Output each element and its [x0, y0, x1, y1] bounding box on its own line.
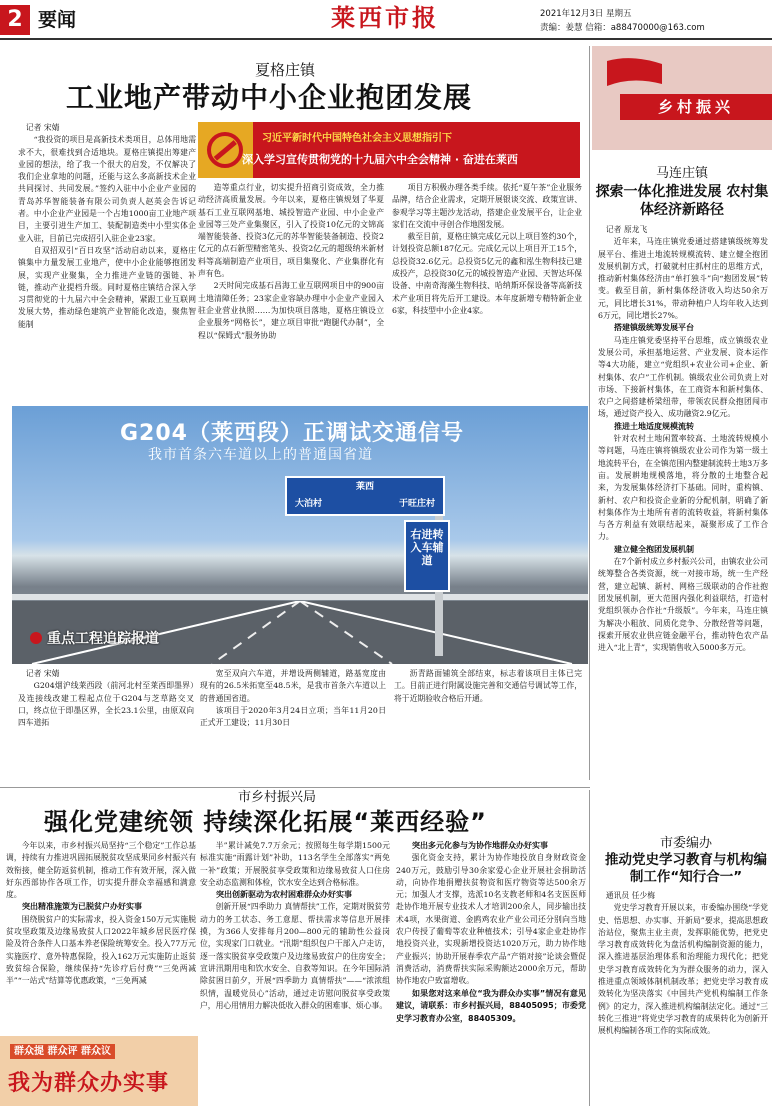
paragraph: 半”累计减免7.7万余元；按照每生每学期1500元标准实施“雨露计划”补助，113名学生全部落实“两免一补”政策；开展脱贫享受政策和边缘易致贫人口住房安全动态监测和体检，饮水安全达到合格标准。	[200, 841, 390, 887]
party-emblem-icon	[198, 122, 253, 178]
guard-rail	[12, 594, 588, 600]
photo-tag-label: 重点工程追踪报道	[47, 631, 159, 647]
party-headline: 推动党史学习教育与机构编制工作“知行合一”	[605, 852, 767, 885]
paragraph: 针对农村土地闲置率较高、土地流转规模小等问题，马连庄镇将镇级农业公司作为第一级土地流转平台，在全镇范围内整建制流转土地3万多亩。发展耕地规模落地，将分散的土地整合起来，为发展集体经济打下基础。同时，重构镇、新村、农户和投资企业新的分配机制，明确了新村集体作为土地所有者的流转收益，将新村集体与各方利益有效联结起来，凝聚形成了工作合力。	[598, 434, 768, 542]
subheading: 搭建镇级统筹发展平台	[614, 323, 694, 333]
rural-revival-banner	[592, 46, 772, 150]
rural-headline: 探索一体化推进发展 农村集体经济新路径	[595, 184, 769, 218]
paragraph: 该项目于2020年3月24日立项；当年11月20日正式开工建设；11月30日	[200, 705, 386, 728]
paragraph: 宽至双向六车道，并增设两侧辅道，路基宽度由现有的26.5米拓宽至48.5米，是我市首条六车道以上的普通国省道。	[200, 669, 386, 703]
promo-title: 我为群众办实事	[8, 1071, 170, 1096]
rural-ribbon: 乡村振兴	[620, 94, 772, 120]
paragraph: 截至目前，夏格庄镇完成亿元以上项目签约30个，计划投资总额187亿元。完成亿元以上项目开工15个，总投资32.6亿元。总投资5亿元的鑫和泓生物科技已建成投产，总投资30亿元的城投智造产业园、天智达环保设备、中南奇海藻生物科技、哈纳斯环保设备等高新技术产业项目将先后开工建设。本年度新增专精特新企业6家，科技型中小企业4家。	[392, 232, 582, 315]
paragraph: 自双招双引“百日攻坚”活动启动以来，夏格庄镇集中力量发展工业地产，使中小企业能够抱团发展，实现产业聚集，全力推进产业链的强链、补链，推动产业提档升级。同时夏格庄镇结合深入学习贯彻党的十九届六中全会精神，紧跟工业互联网发展大势，推动绿色建筑产业智能化改造，聚焦智能制	[18, 245, 196, 329]
subheading: 推进土地适度规模流转	[614, 421, 694, 431]
direction-sign	[285, 476, 445, 516]
paragraph: 强化资金支持，累计为协作地投放自身财政资金240万元，鼓励引导30余家爱心企业开展社会捐助活动，向协作地捐赠扶贫物资和医疗物资等达500余万元；加强人才支撑，选派10名支教老师和4名支医医师赴协作地开展专业技术人才培训200余人，同步输出技术4项，水果街道、金鸥鸡农业产业公司还分别向当地农户传授了葡萄等农业种植技术；引导4家企业赴协作地投资兴业，实现新增投资达1020万元，助力协作地产业振兴；协助开展春季农产品“产销对接”论谈会暨促消费活动，消费帮扶实际采购额达2000余万元，帮助协作地农户致富增收。	[396, 853, 586, 986]
byline: 通讯员 任少梅	[605, 891, 656, 900]
paragraph: 2天时间完成基石昌海工业互联网项目中的900亩土地清障任务；23家企业容缺办理中小企业产业园入驻企业营业执照……为加快项目落地，夏格庄镇设立企业服务“网格长”，建立项目审批“跑腿代办制”，全程以“保姆式”服务协助	[198, 281, 384, 340]
party-kicker: 市委编办	[659, 836, 712, 851]
service-promo	[0, 1036, 198, 1106]
page-number: 2	[0, 5, 30, 35]
sign-destination-left: 大泊村	[295, 499, 323, 509]
rural-column	[598, 224, 768, 782]
section-title: 要闻	[38, 9, 77, 31]
paragraph: “我投资的项目是高新技术类项目，总体用地需求不大，很难找到合适地块。夏格庄镇提出筹建产业园的想法，给了我一个很大的启发，不仅解决了我们企业拿地的问题，还能与这么多高新技术企业共同探讨、共同发展。”签约入驻中小企业产业园的青岛苏华智能装备有限公司负责人赵英会告诉记者。中小企业产业园是一个占地1000亩工业地产项目，主要引进生产加工、装配制造类中小型实体企业入驻，目前已完成招引入驻企业23家。	[18, 135, 196, 243]
column-divider-2	[589, 790, 590, 1106]
paragraph: 近年来，马连庄镇党委通过搭建镇级统筹发展平台、推进土地流转规模流转、建立健全抱团发展机制方式，打破就村庄抓村庄的思维方式，推动新村集体经济由“单打独斗”向“抱团发展”转变。截至目前，新村集体经济收入均达50余万元，同比增长31%，带动种植户人均年收入达到6万元，同比增长27%。	[598, 237, 768, 321]
bus-lane-sign: 右进转入车辅道	[404, 520, 450, 592]
paragraph: 党史学习教育开展以来，市委编办围绕“学党史、悟思想、办实事、开新局”要求，提高思想政治站位，聚焦主业主责，发挥职能优势，把党史学习教育成效转化为盘活机构编制资源的能力，深入推进基层治理体系和治理能力现代化；把党史学习教育成效转化为为群众服务的动力，深入推进重点领域体制机制改革；把党史学习教育成效转化为坚决落实《中国共产党机构编制工作条例》的定力，深入推进机构编制法定化。通过“三转化三推进”将党史学习教育的成果转化为创新开展机构编制各项工作的实际成效。	[598, 903, 768, 1036]
paragraph: 围绕脱贫户的实际需求，投入资金150万元实施脱贫攻坚政策及边缘易致贫人口2022年城乡居民医疗保险及符合条件人口基本养老保险统筹安全。投入77万元实施医疗、意外特惠保险，投入162万元实施防止返贫致贫综合保险，继续保持“先诊疗后付费”“三免两减半”“一站式”结算等优惠政策，“三免两减	[6, 914, 196, 986]
paragraph: 马连庄镇党委坚持平台思维，成立镇级农业发展公司，承担基地运营、产业发展、资本运作等4大功能，建立“党组织+农业公司+企业、新村集体、农户”工作机制。镇级农业公司负责上对市场、下接新村集体，在工商资本和新村集体、农户之间搭建桥梁纽带，带领农民群众抱团闯市场，通过资产投入、成功融资2.9亿元。	[598, 335, 768, 419]
banner-line2: 深入学习宣传贯彻党的十九届六中全会精神 · 奋进在莱西	[242, 153, 518, 166]
article-headline: 工业地产带动中小企业抱团发展	[66, 81, 473, 114]
sign-destination-right: 于旺庄村	[398, 499, 435, 509]
rural-kicker: 马连庄镇	[655, 166, 708, 181]
photo-subtitle: 我市首条六车道以上的普通国省道	[148, 447, 373, 463]
column-divider	[589, 46, 590, 780]
bottom-column-1	[6, 840, 196, 1034]
banner-line1: 习近平新时代中国特色社会主义思想指引下	[262, 133, 452, 144]
bottom-headline: 强化党建统领 持续深化拓展“莱西经验”	[44, 808, 487, 836]
photo-tag	[30, 630, 159, 648]
paragraph: 造等重点行业，切实提升招商引资成效，全力推动经济高质量发展。今年以来，夏格庄镇规划了华夏基石工业互联网基地、城投智造产业园、中小企业产业园等三处产业集聚区，引入了投资10亿元的文锦高端智能装备、投资3亿元的苏华智能装备制造、投资2亿元的点石新型精密笔头、投资2亿元的超级纳米新材料等高端制造产业项目，项目集聚化、产业集群化有声有色。	[198, 183, 384, 279]
byline: 记者 宋婧	[25, 123, 60, 132]
paragraph: G204烟沪线莱西段（前河北村至莱西即墨界）及连接线改建工程起点位于G204与芝草路交叉口，终点位于即墨区界，全长23.1公里，由原双向四车道拓	[18, 681, 194, 728]
header-rule	[0, 38, 772, 40]
photo-title: G204（莱西段）正调试交通信号	[120, 421, 464, 446]
contact-note: 如果您对这来单位“我为群众办实事”情况有意见建议，请联系：市乡村振兴局，88405095；市委党史学习教育办公室，88405309。	[396, 988, 586, 1023]
masthead-logo: 莱西市报	[331, 3, 439, 32]
section-rule	[0, 787, 590, 788]
paragraph: 创新开展“四季助力 真情帮扶”工作，定期对脱贫劳动力的务工状态、务工意愿、帮扶需求等信息开展排摸，为366人安排每月200—800元的辅助性公益岗位，实现家门口就业。“汛期”组织包户干部入户走访，逐一落实脱贫享受政策户及边缘易致贫户的住房安全；宣讲汛期用电和饮水安全、自救等知识。在今年国际消除贫困日前夕，开展“四季助力 真情帮扶”——“浓浓组织情，温暖党员心”活动，通过走访慰问脱贫享受政策户，用心用情用力解决低收入群众的困难事、烦心事。	[200, 902, 390, 1010]
subheading: 突出多元化参与为协作地群众办好实事	[412, 841, 548, 850]
article-column-3	[392, 182, 582, 404]
paragraph: 沥青路面铺筑全部结束，标志着该项目主体已完工。目前正进行附属设施完善和交通信号调试等工作，将于近期验收合格后开通。	[394, 669, 582, 703]
bottom-column-2	[200, 840, 390, 1102]
photo-article-column-1	[18, 668, 194, 780]
subheading: 突出创新驱动为农村困难群众办好实事	[216, 890, 352, 900]
paragraph: 在7个新村成立乡村振兴公司，由镇农业公司统筹整合各类资源，统一对接市场，统一生产经营，建立起镇、新村、网格三级联动的合作社抱团发展机制，更大范围内强化利益联结，打造村党组织领办合作社“升级版”。今年来，马连庄镇为解决小粗放、同质化竞争、分散经营等问题，探索开展农业供应链金融平台，推动特色农产品进入“北上青”，实现销售收入5000多万元。	[598, 557, 768, 653]
promo-slogan: 群众提 群众评 群众议	[10, 1044, 115, 1059]
editor-info: 责编：姜慧 信箱：a88470000@163.com	[540, 23, 705, 33]
article-column-1	[18, 122, 196, 402]
byline: 记者 宋婧	[25, 669, 60, 678]
party-banner	[198, 122, 580, 178]
flag-icon	[602, 56, 672, 96]
subheading: 建立健全抱团发展机制	[614, 544, 694, 554]
issue-date: 2021年12月3日 星期五	[540, 9, 632, 19]
sign-destination-top: 莱西	[355, 482, 374, 492]
article-column-2	[198, 182, 384, 404]
paragraph: 今年以来，市乡村振兴局坚持“三个稳定”工作总基调，持续有力推进巩固拓展脱贫攻坚成果同乡村振兴有效衔接，健全防返贫机制，推动工作有效开展，深入做好东西部协作各项工作，切实提升群众幸福感和满意度。	[6, 841, 196, 900]
photo-article-column-3	[394, 668, 582, 780]
photo-article-column-2	[200, 668, 386, 780]
bottom-column-3	[396, 840, 586, 1102]
bottom-kicker: 市乡村振兴局	[238, 790, 317, 805]
subheading: 突出精准施策为已脱贫户办好实事	[22, 902, 142, 912]
party-column	[598, 890, 768, 1102]
byline: 记者 原龙飞	[605, 225, 648, 234]
bullet-icon	[30, 632, 42, 644]
article-kicker: 夏格庄镇	[255, 61, 316, 79]
paragraph: 项目方积极办理各类手续。依托“夏午茶”企业服务品牌，结合企业需求，定期开展银谈交流、政策宣讲、参观学习等主题沙龙活动，搭建企业发展平台，让企业家们在交流中寻创合作地图发展。	[392, 183, 582, 229]
